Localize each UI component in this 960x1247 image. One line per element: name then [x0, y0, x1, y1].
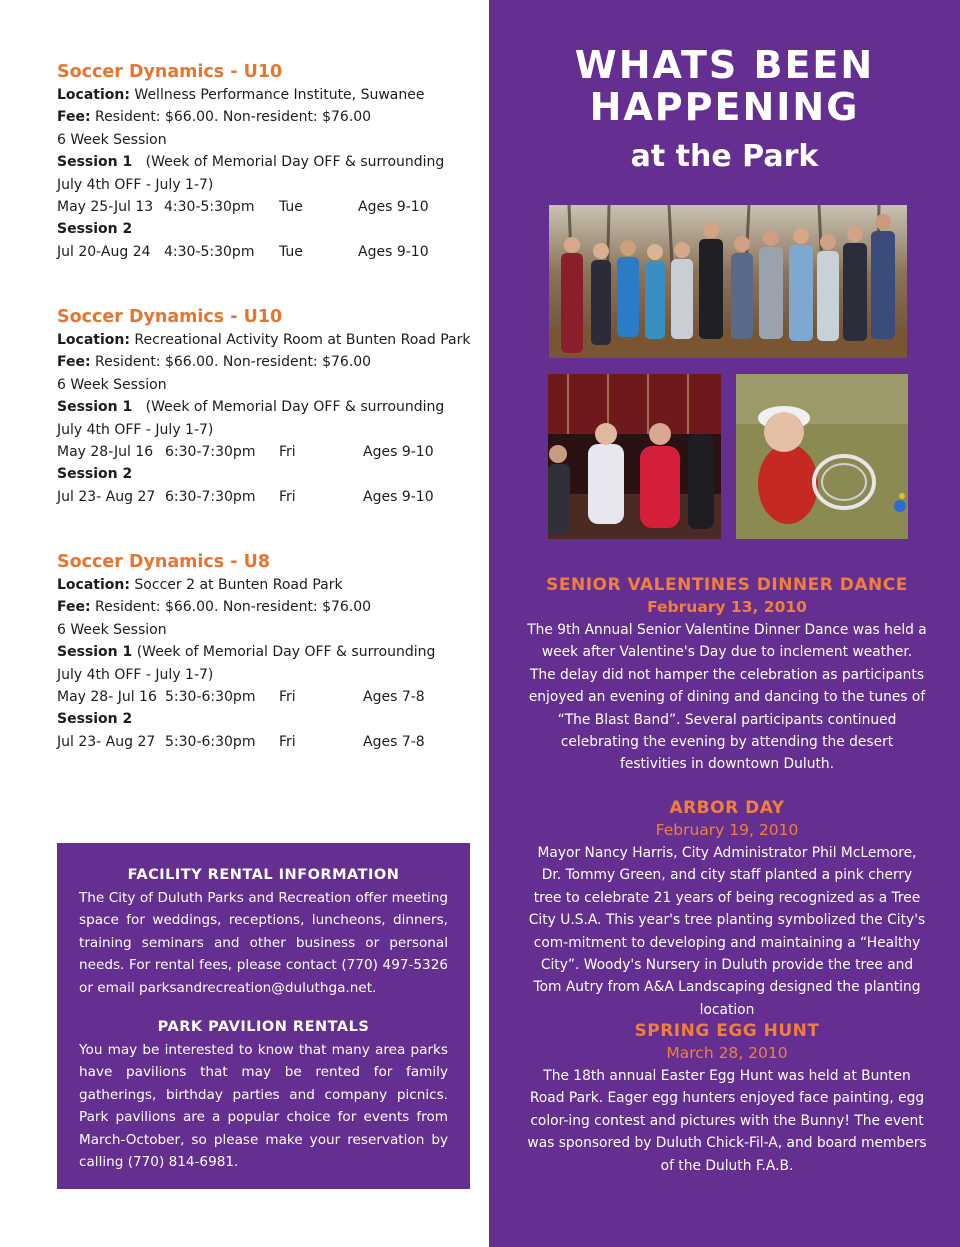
- news-title: SPRING EGG HUNT: [634, 1021, 820, 1041]
- program-block: [57, 551, 477, 753]
- news-title: ARBOR DAY: [669, 798, 785, 818]
- news-item-egg-hunt: [527, 1020, 927, 1177]
- program-title: Soccer Dynamics - U8: [57, 552, 271, 572]
- session-2-label: Session 2: [57, 221, 133, 238]
- session-1-note-cont: July 4th OFF - July 1-7): [57, 666, 214, 683]
- program-location: Location: Wellness Performance Institute, Suwanee: [57, 87, 425, 103]
- news-body: Mayor Nancy Harris, City Administrator Phil McLemore, Dr. Tommy Green, and city staff planted a pink cherry tree to celebrate 21 years of being recognized as a Tree City U.S.A. This year's tree planting symbolized the City's com-mitment to developing and maintaining a “Healthy City”. Woody's Nursery in Duluth provide the tree and Tom Autry from A&A Landscaping designed the planting location: [528, 845, 926, 1018]
- session-1-note: Session 1 (Week of Memorial Day OFF & surrounding: [57, 154, 445, 171]
- program-block: [57, 306, 477, 508]
- page-heading: WHATS BEEN HAPPENING: [574, 43, 875, 129]
- session-1-note: Session 1 (Week of Memorial Day OFF & surrounding: [57, 644, 436, 661]
- session-2-label: Session 2: [57, 711, 133, 728]
- program-fee: Fee: Resident: $66.00. Non-resident: $76.00: [57, 354, 372, 371]
- news-item-arbor-day: [527, 797, 927, 1021]
- pavilion-rental-text: You may be interested to know that many area parks have pavilions that may be rented for family gatherings, birthday parties and company picnics. Park pavilions are a popular choice for events from March-October, so please make your reservation by calling (770) 814-6981.: [79, 1042, 448, 1171]
- news-date: February 13, 2010: [647, 598, 807, 616]
- facility-rental-heading: FACILITY RENTAL INFORMATION: [127, 867, 400, 883]
- program-location: Location: Soccer 2 at Bunten Road Park: [57, 577, 343, 593]
- page-subheading: at the Park: [630, 139, 819, 174]
- program-duration: 6 Week Session: [57, 621, 167, 638]
- news-body: The 18th annual Easter Egg Hunt was held at Bunten Road Park. Eager egg hunters enjoyed face painting, egg color-ing contest and pictures with the Bunny! The event was sponsored by Duluth Chick-Fil-A, and board members of the Duluth F.A.B.: [527, 1068, 927, 1174]
- session-1-note: Session 1 (Week of Memorial Day OFF & surrounding: [57, 399, 445, 416]
- program-duration: 6 Week Session: [57, 376, 167, 393]
- session-1-row: May 28-Jul 16 6:30-7:30pm Fri Ages 9-10: [57, 444, 434, 461]
- dance-photo: [548, 374, 721, 539]
- rental-info-box: [57, 843, 470, 1189]
- program-fee: Fee: Resident: $66.00. Non-resident: $76.00: [57, 109, 372, 126]
- session-2-row: Jul 23- Aug 27 5:30-6:30pm Fri Ages 7-8: [57, 733, 425, 750]
- news-body: The 9th Annual Senior Valentine Dinner Dance was held a week after Valentine's Day due to inclement weather. The delay did not hamper the celebration as participants enjoyed an evening of dining and dancing to the tunes of “The Blast Band”. Several participants continued celebrating the evening by attending the desert festivities in downtown Duluth.: [527, 622, 927, 773]
- news-title: SENIOR VALENTINES DINNER DANCE: [546, 575, 908, 595]
- program-duration: 6 Week Session: [57, 131, 167, 148]
- news-date: February 19, 2010: [655, 821, 799, 839]
- session-1-row: May 28- Jul 16 5:30-6:30pm Fri Ages 7-8: [57, 689, 425, 706]
- program-title: Soccer Dynamics - U10: [57, 62, 283, 82]
- session-1-note-cont: July 4th OFF - July 1-7): [57, 176, 214, 193]
- session-2-row: Jul 23- Aug 27 6:30-7:30pm Fri Ages 9-10: [57, 488, 434, 505]
- news-date: March 28, 2010: [666, 1044, 788, 1062]
- program-title: Soccer Dynamics - U10: [57, 307, 283, 327]
- program-block: [57, 61, 477, 263]
- session-1-note-cont: July 4th OFF - July 1-7): [57, 421, 214, 438]
- facility-rental-text: The City of Duluth Parks and Recreation offer meeting space for weddings, receptions, luncheons, dinners, training seminars and other business or personal needs. For rental fees, please contact (770) 497-5326 or email parksandrecreation@duluthga.net.: [79, 890, 448, 996]
- news-item-valentines: [527, 574, 927, 776]
- group-photo: [549, 205, 907, 358]
- egg-hunt-photo: [736, 374, 908, 539]
- session-2-row: Jul 20-Aug 24 4:30-5:30pm Tue Ages 9-10: [57, 243, 429, 260]
- program-location: Location: Recreational Activity Room at Bunten Road Park: [57, 332, 471, 348]
- program-fee: Fee: Resident: $66.00. Non-resident: $76.00: [57, 599, 372, 616]
- session-1-row: May 25-Jul 13 4:30-5:30pm Tue Ages 9-10: [57, 199, 429, 216]
- session-2-label: Session 2: [57, 466, 133, 483]
- pavilion-rental-heading: PARK PAVILION RENTALS: [157, 1019, 370, 1036]
